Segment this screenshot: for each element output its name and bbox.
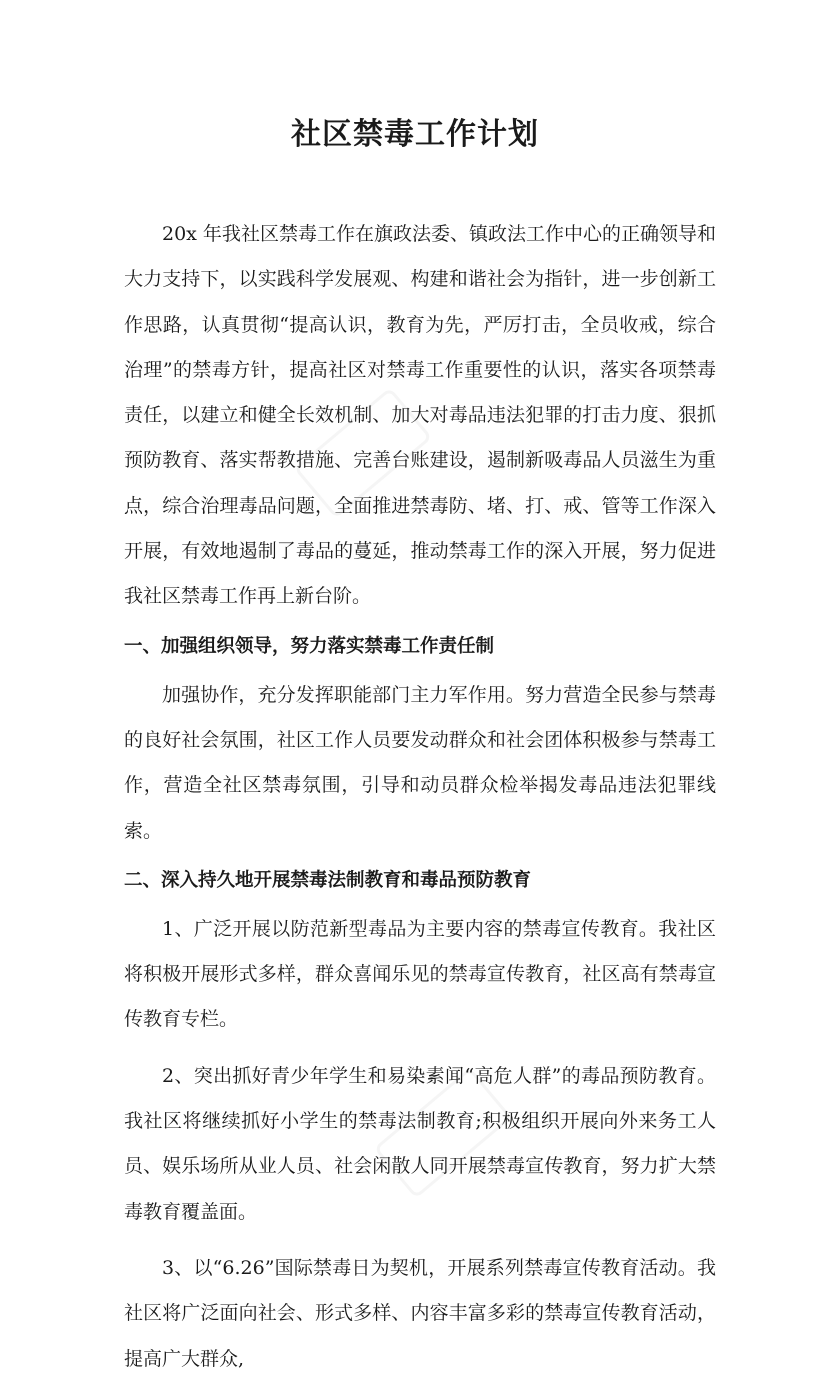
section-2-item-2: 2、突出抓好青少年学生和易染素闻“高危人群”的毒品预防教育。我社区将继续抓好小学生的禁毒法制教育;积极组织开展向外来务工人员、娱乐场所从业人员、社会闲散人同开展禁毒宣传教育，努力扩大禁毒教育覆盖面。 — [124, 1064, 716, 1223]
section-2-item-1: 1、广泛开展以防范新型毒品为主要内容的禁毒宣传教育。我社区将积极开展形式多样，群众喜闻乐见的禁毒宣传教育，社区高有禁毒宣传教育专栏。 — [124, 917, 716, 1031]
intro-paragraph: 20x 年我社区禁毒工作在旗政法委、镇政法工作中心的正确领导和大力支持下，以实践科学发展观、构建和谐社会为指针，进一步创新工作思路，认真贯彻“提高认识，教育为先，严厉打击，全员收戒，综合治理”的禁毒方针，提高社区对禁毒工作重要性的认识，落实各项禁毒责任，以建立和健全长效机制、加大对毒品违法犯罪的打击力度、狠抓预防教育、落实帮教措施、完善台账建设，遏制新吸毒品人员滋生为重点，综合治理毒品问题，全面推进禁毒防、堵、打、戒、管等工作深入开展，有效地遏制了毒品的蔓延，推动禁毒工作的深入开展，努力促进我社区禁毒工作再上新台阶。 — [124, 223, 716, 608]
section-2-item-3: 3、以“6.26”国际禁毒日为契机，开展系列禁毒宣传教育活动。我社区将广泛面向社会、形式多样、内容丰富多彩的禁毒宣传教育活动，提高广大群众, — [124, 1256, 716, 1370]
page-title: 社区禁毒工作计划 — [291, 117, 539, 152]
section-1-heading: 一、加强组织领导，努力落实禁毒工作责任制 — [124, 635, 495, 657]
section-1-paragraph: 加强协作，充分发挥职能部门主力军作用。努力营造全民参与禁毒的良好社会氛围，社区工作人员要发动群众和社会团体积极参与禁毒工作，营造全社区禁毒氛围，引导和动员群众检举揭发毒品违法犯罪线索。 — [124, 683, 716, 842]
section-2-heading: 二、深入持久地开展禁毒法制教育和毒品预防教育 — [124, 869, 532, 891]
document-body — [124, 212, 716, 1382]
